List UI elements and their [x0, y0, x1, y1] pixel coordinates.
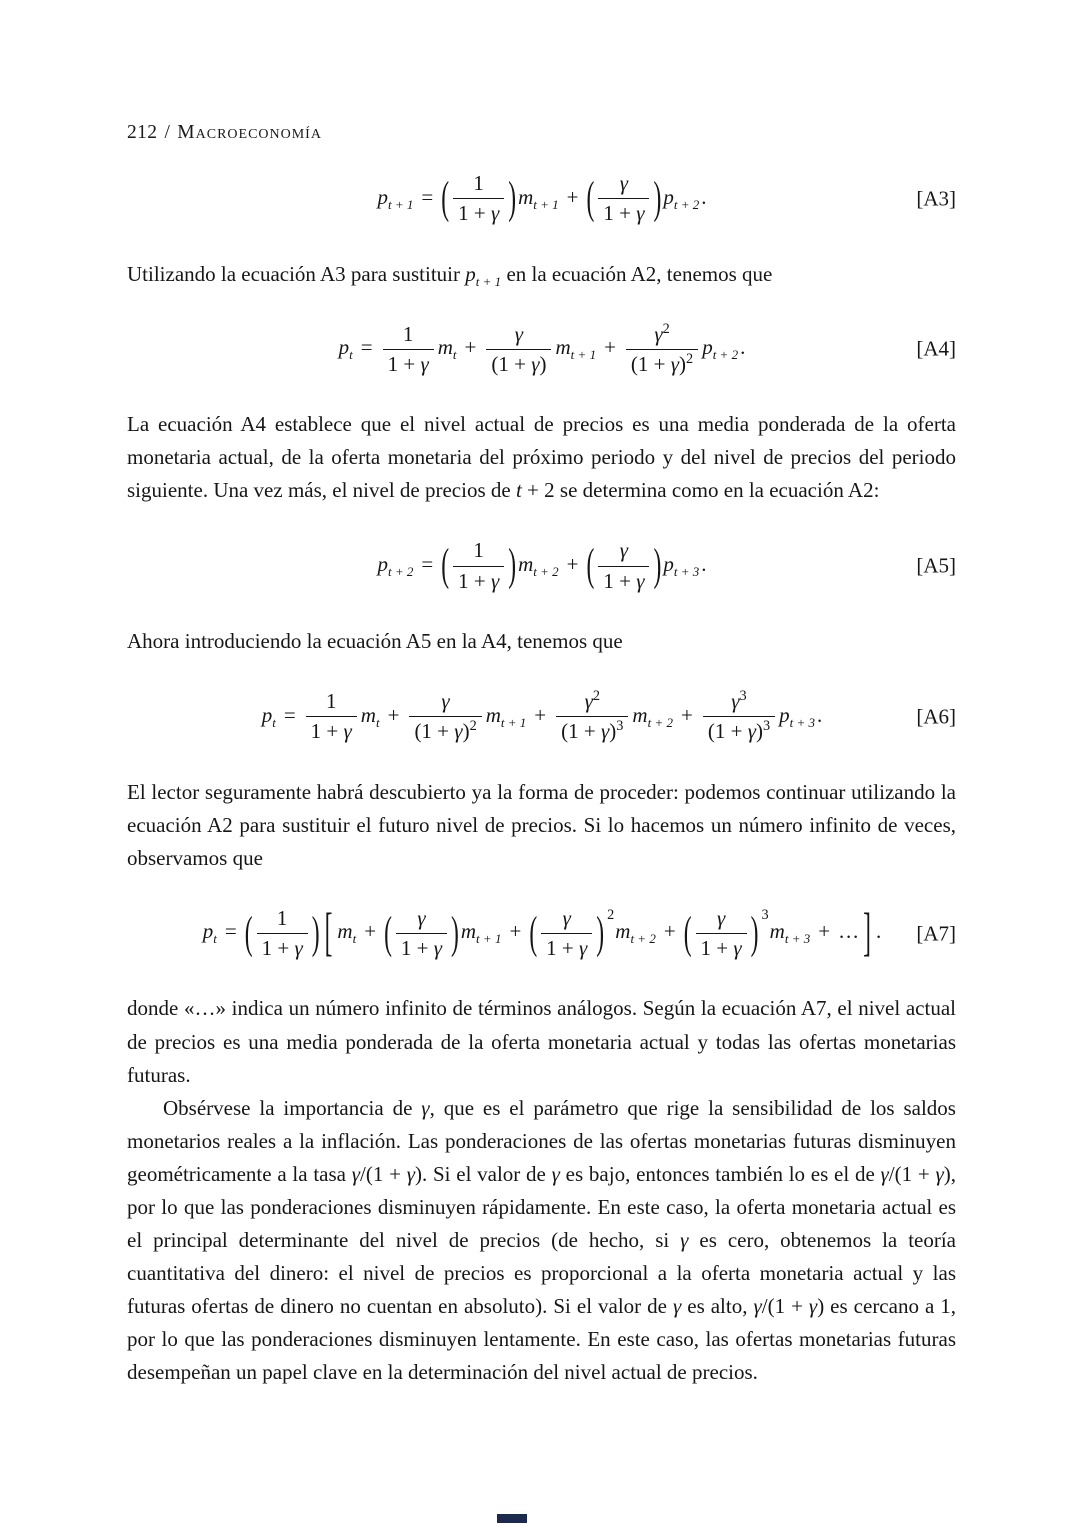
page-header — [127, 122, 956, 144]
paragraph: Utilizando la ecuación A3 para sustituir $p_{t + 1}$ en la ecuación A2, tenemos que — [127, 261, 773, 289]
math-text: . — [817, 702, 823, 727]
denominator: $(1 + \gamma)^3$ — [561, 718, 624, 744]
denominator: 1 + γ — [310, 719, 352, 744]
denominator: 1 + γ — [700, 936, 742, 961]
parenthesized-fraction — [586, 537, 663, 595]
right-paren: ) — [750, 908, 759, 959]
operator: = — [421, 184, 434, 209]
variable: $m_{t + 1}$ — [518, 184, 559, 212]
left-paren: ( — [441, 540, 450, 592]
variable: $p_t$ — [338, 335, 353, 363]
variable: $m_{t + 3}$ — [769, 919, 811, 947]
left-paren: ( — [586, 540, 595, 592]
equation-label: [A7] — [916, 921, 956, 946]
fraction — [396, 905, 447, 963]
equation-body — [202, 905, 881, 963]
operator: + — [566, 552, 579, 577]
variable: $m_{t + 2}$ — [632, 702, 673, 730]
numerator: 1 — [453, 537, 504, 566]
fraction — [383, 321, 434, 379]
variable: $p_t$ — [202, 919, 217, 947]
math-text: . — [875, 919, 882, 944]
header-separator: / — [164, 122, 171, 143]
math-text: . — [740, 335, 746, 360]
operator: = — [224, 919, 237, 944]
numerator: γ — [598, 537, 649, 566]
numerator: 1 — [257, 905, 308, 934]
denominator: $(1 + \gamma)^3$ — [707, 718, 771, 744]
equation-body — [377, 170, 707, 228]
equation-a5 — [127, 537, 956, 595]
page-mark — [497, 1514, 527, 1523]
fraction — [306, 688, 357, 746]
variable: $m_{t + 1}$ — [460, 919, 502, 947]
numerator: $\gamma^2$ — [556, 688, 628, 717]
variable: $p_{t + 1}$ — [377, 184, 414, 212]
running-title: Macroeconomía — [177, 122, 322, 143]
right-paren: ) — [653, 173, 662, 224]
right-paren: ) — [596, 908, 605, 959]
operator: + — [509, 919, 522, 944]
denominator: 1 + γ — [261, 936, 303, 961]
parenthesized-fraction — [528, 905, 614, 963]
paragraph: El lector seguramente habrá descubierto ya la forma de proceder: podemos continuar utilizando la ecuación A2 para sustituir el futuro nivel de precios. Si lo hacemos un número infinito de veces, observamos que — [127, 779, 956, 870]
variable: $p_t$ — [261, 702, 276, 730]
operator: = — [421, 552, 434, 577]
left-paren: ( — [683, 908, 692, 959]
left-bracket: [ — [324, 904, 333, 963]
paragraph: La ecuación A4 establece que el nivel actual de precios es una media ponderada de la oferta monetaria actual, de la oferta monetaria del próximo periodo y del nivel de precios del periodo siguiente. Una vez más, el nivel de precios de t + 2 se determina como en la ecuación A2: — [127, 412, 956, 503]
numerator: 1 — [306, 688, 357, 717]
right-paren: ) — [508, 173, 517, 224]
denominator: (1 + γ) — [491, 351, 547, 376]
variable: $m_{t + 1}$ — [485, 702, 527, 730]
operator: + — [364, 919, 377, 944]
numerator: γ — [409, 688, 481, 717]
paragraph: Obsérvese la importancia de γ, que es el parámetro que rige la sensibilidad de los saldos monetarios reales a la inflación. Las ponderaciones de las ofertas monetarias futuras disminuyen geométricamente a la tasa γ/(1 + γ). Si el valor de γ es bajo, entonces también lo es el de γ/(1 + γ), por lo que las ponderaciones disminuyen rápidamente. En este caso, la oferta monetaria actual es el principal determinante del nivel de precios (de hecho, si γ es cero, obtenemos la teoría cuantitativa del dinero: el nivel de precios es proporcional a la oferta monetaria actual y las futuras ofertas de dinero no cuentan en absoluto). Si el valor de γ es alto, γ/(1 + γ) es cercano a 1, por lo que las ponderaciones disminuyen lentamente. En este caso, las ofertas monetarias futuras desempeñan un papel clave en la determinación del nivel actual de precios. — [127, 1095, 957, 1385]
fraction — [409, 688, 481, 746]
variable: $p_{t + 2}$ — [663, 184, 700, 212]
numerator: γ — [696, 905, 747, 934]
operator: + — [566, 184, 579, 209]
numerator: $\gamma^3$ — [703, 688, 775, 717]
variable: $m_t$ — [337, 919, 357, 947]
operator: = — [283, 702, 296, 727]
fraction — [598, 170, 649, 228]
numerator: 1 — [453, 170, 504, 199]
fraction — [626, 321, 698, 379]
fraction — [696, 905, 747, 963]
variable: $m_{t + 1}$ — [555, 335, 597, 363]
operator: + — [534, 702, 547, 727]
fraction — [556, 688, 628, 746]
math-text: … — [838, 919, 860, 944]
fraction — [703, 688, 775, 746]
parenthesized-fraction — [683, 905, 769, 963]
operator: + — [464, 335, 477, 360]
operator: + — [681, 702, 693, 727]
paragraph: donde «…» indica un número infinito de términos análogos. Según la ecuación A7, el nivel actual de precios es una media ponderada de la oferta monetaria actual y todas las ofertas monetarias futuras. — [127, 996, 956, 1087]
paragraph: Ahora introduciendo la ecuación A5 en la A4, tenemos que — [127, 629, 623, 654]
fraction — [541, 905, 592, 963]
variable: $m_t$ — [360, 702, 380, 730]
math-text: . — [701, 552, 707, 577]
equation-a6 — [127, 688, 956, 746]
right-paren: ) — [311, 908, 320, 959]
fraction — [598, 537, 649, 595]
fraction — [453, 170, 504, 228]
parenthesized-fraction — [440, 170, 517, 228]
parenthesized-fraction — [244, 905, 321, 963]
denominator: $(1 + \gamma)^2$ — [414, 718, 477, 744]
variable: $m_t$ — [437, 335, 457, 363]
exponent: 2 — [607, 907, 615, 924]
denominator: 1 + γ — [546, 936, 588, 961]
operator: = — [360, 335, 373, 360]
equation-body — [261, 688, 823, 746]
parenthesized-fraction — [440, 537, 517, 595]
denominator: 1 + γ — [458, 201, 500, 226]
operator: + — [387, 702, 400, 727]
math-text: . — [701, 184, 707, 209]
equation-label: [A4] — [916, 336, 956, 361]
equation-a7 — [127, 905, 956, 963]
denominator: 1 + γ — [603, 568, 645, 593]
right-paren: ) — [653, 540, 662, 592]
variable: $m_{t + 2}$ — [615, 919, 656, 947]
exponent: 3 — [761, 907, 769, 924]
numerator: 1 — [383, 321, 434, 350]
equation-label: [A5] — [916, 553, 956, 578]
left-paren: ( — [244, 908, 253, 959]
right-bracket: ] — [863, 904, 871, 963]
left-paren: ( — [441, 173, 450, 224]
fraction — [453, 537, 504, 595]
numerator: γ — [541, 905, 592, 934]
fraction — [486, 321, 551, 379]
left-paren: ( — [586, 173, 595, 224]
operator: + — [818, 919, 831, 944]
variable: $p_{t + 2}$ — [702, 335, 739, 363]
denominator: 1 + γ — [458, 568, 500, 593]
left-paren: ( — [384, 908, 392, 959]
parenthesized-fraction — [383, 905, 460, 963]
variable: $m_{t + 2}$ — [518, 552, 559, 580]
right-paren: ) — [508, 540, 517, 592]
equation-body — [338, 321, 746, 379]
denominator: 1 + γ — [603, 201, 645, 226]
denominator: 1 + γ — [387, 351, 429, 376]
parenthesized-fraction — [586, 170, 663, 228]
equation-a3 — [127, 170, 956, 228]
operator: + — [663, 919, 676, 944]
variable: $p_{t + 3}$ — [663, 552, 700, 580]
equation-body — [377, 537, 707, 595]
fraction — [257, 905, 308, 963]
variable: $p_{t + 3}$ — [779, 702, 816, 730]
numerator: γ — [598, 170, 649, 199]
equation-label: [A6] — [916, 704, 956, 729]
equation-label: [A3] — [916, 186, 956, 211]
variable: $p_{t + 2}$ — [377, 552, 414, 580]
right-paren: ) — [451, 908, 459, 959]
denominator: 1 + γ — [400, 936, 443, 961]
operator: + — [604, 335, 616, 360]
numerator: γ — [486, 321, 551, 350]
equation-a4 — [127, 321, 956, 379]
left-paren: ( — [529, 908, 538, 959]
numerator: γ — [396, 905, 447, 934]
denominator: $(1 + \gamma)^2$ — [630, 350, 694, 376]
page-number: 212 — [127, 122, 158, 143]
numerator: $\gamma^2$ — [626, 321, 698, 350]
